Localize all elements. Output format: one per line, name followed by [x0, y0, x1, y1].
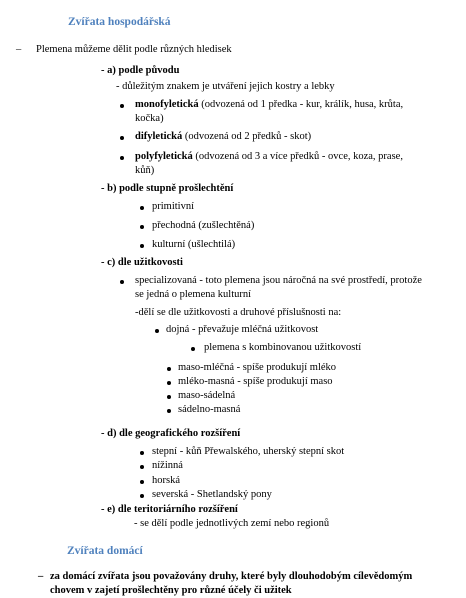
- final-text-continuation: chovem v zajetí prošlechtěny pro různé účely či užitek: [50, 585, 292, 596]
- heading-farm-animals: Zvířata hospodářská: [68, 16, 171, 28]
- bullet-icon: [140, 480, 144, 484]
- section-a-title: - a) podle původu: [101, 65, 180, 76]
- bullet-icon: [140, 244, 144, 248]
- list-item: dojná - převažuje mléčná užitkovost: [166, 324, 319, 335]
- section-d-title: - d) dle geografického rozšíření: [101, 428, 241, 439]
- list-item: maso-sádelná: [178, 390, 236, 401]
- list-item: maso-mléčná - spíše produkují mléko: [178, 362, 337, 373]
- divide-text: -dělí se dle užitkovosti a druhové příslušnosti na:: [135, 307, 342, 318]
- bullet-icon: [120, 104, 124, 108]
- list-dash: –: [16, 44, 22, 55]
- heading-domestic-animals: Zvířata domácí: [67, 545, 143, 557]
- list-item: plemena s kombinovanou užitkovostí: [204, 342, 362, 353]
- list-item: monofyletická (odvozená od 1 předka - kur, králík, husa, krůta,: [135, 99, 404, 110]
- bullet-icon: [120, 156, 124, 160]
- intro-text: Plemena můžeme dělit podle různých hledisek: [36, 44, 232, 55]
- section-e-note: - se dělí podle jednotlivých zemí nebo regionů: [134, 518, 330, 529]
- bullet-icon: [140, 465, 144, 469]
- bullet-icon: [140, 206, 144, 210]
- list-item: specializovaná - toto plemena jsou náročná na své prostředí, protože: [135, 275, 422, 286]
- bullet-icon: [167, 367, 171, 371]
- list-item: kulturní (ušlechtilá): [152, 239, 236, 250]
- list-item: primitivní: [152, 201, 194, 212]
- bullet-icon: [191, 347, 195, 351]
- list-item-continuation: kůň): [135, 165, 155, 176]
- bullet-icon: [140, 225, 144, 229]
- list-item-continuation: se jedná o plemena kulturní: [135, 289, 252, 300]
- bullet-icon: [140, 494, 144, 498]
- list-item: horská: [152, 475, 180, 486]
- section-a-note: - důležitým znakem je utváření jejich kostry a lebky: [116, 81, 335, 92]
- section-c-title: - c) dle užitkovosti: [101, 257, 183, 268]
- list-item: mléko-masná - spíše produkují maso: [178, 376, 333, 387]
- bullet-icon: [120, 136, 124, 140]
- list-item: nížinná: [152, 460, 183, 471]
- list-dash: –: [38, 571, 44, 582]
- list-item-continuation: kočka): [135, 113, 164, 124]
- list-item: sádelno-masná: [178, 404, 241, 415]
- bullet-icon: [155, 329, 159, 333]
- list-item: difyletická (odvozená od 2 předků - skot): [135, 131, 312, 142]
- bullet-icon: [140, 451, 144, 455]
- section-b-title: - b) podle stupně prošlechtění: [101, 183, 234, 194]
- list-item: severská - Shetlandský pony: [152, 489, 272, 500]
- list-item: polyfyletická (odvozená od 3 a více předků - ovce, koza, prase,: [135, 151, 403, 162]
- list-item: přechodná (zušlechtěná): [152, 220, 255, 231]
- bullet-icon: [167, 395, 171, 399]
- bullet-icon: [167, 409, 171, 413]
- list-item: stepní - kůň Přewalského, uherský stepní skot: [152, 446, 345, 457]
- bullet-icon: [120, 280, 124, 284]
- final-text: za domácí zvířata jsou považovány druhy, které byly dlouhodobým cílevědomým: [50, 571, 413, 582]
- section-e-title: - e) dle teritoriárního rozšíření: [101, 504, 238, 515]
- bullet-icon: [167, 381, 171, 385]
